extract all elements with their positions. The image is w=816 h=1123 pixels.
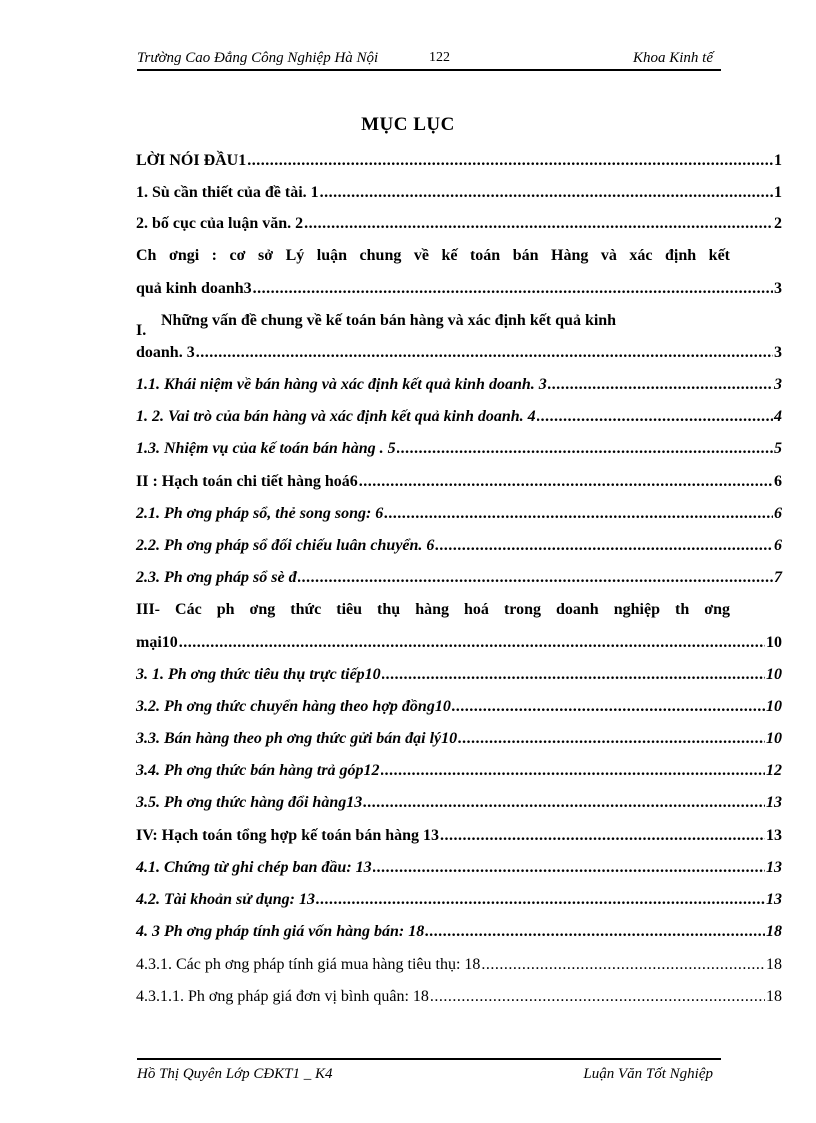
toc-leader-dots <box>382 666 765 684</box>
toc-leader-dots <box>253 280 773 298</box>
toc-entry[interactable] <box>136 537 782 559</box>
toc-entry-title: 2.2. Ph ơng pháp sổ đối chiếu luân chuyển. 6 <box>136 537 435 554</box>
toc-entry[interactable] <box>136 988 782 1010</box>
toc-entry[interactable] <box>136 505 782 527</box>
toc-entry-page: 6 <box>774 505 782 522</box>
page-header <box>137 48 721 70</box>
toc-section-numeral: I. <box>136 322 147 339</box>
toc-entry-title: 3.4. Ph ơng thức bán hàng trả góp12 <box>136 762 380 779</box>
toc-leader-dots <box>179 634 765 652</box>
toc-leader-dots <box>298 569 773 587</box>
toc-entry-page: 13 <box>766 891 782 908</box>
toc-entry-page: 18 <box>766 988 782 1005</box>
toc-entry-page: 1 <box>774 152 782 169</box>
toc-leader-dots <box>384 505 773 523</box>
toc-entry[interactable] <box>136 473 782 495</box>
toc-entry[interactable] <box>136 666 782 688</box>
toc-leader-dots <box>304 215 773 233</box>
toc-entry-title: 4.3.1. Các ph ơng pháp tính giá mua hàng tiêu thụ: 18 <box>136 956 481 973</box>
toc-entry-page: 1 <box>774 184 782 201</box>
school-name: Trường Cao Đẳng Công Nghiệp Hà Nội <box>137 50 379 66</box>
author-info: Hồ Thị Quyên Lớp CĐKT1 _ K4 <box>137 1066 333 1082</box>
toc-entry-page: 18 <box>766 956 782 973</box>
toc-entry-title: IV: Hạch toán tổng hợp kế toán bán hàng 13 <box>136 827 440 844</box>
toc-leader-dots <box>425 923 765 941</box>
toc-entry-page: 10 <box>766 634 782 651</box>
toc-section-heading-line[interactable]: III- Các ph ơng thức tiêu thụ hàng hoá trong doanh nghiệp th ơng <box>136 601 730 618</box>
toc-entry-title: 1. 2. Vai trò của bán hàng và xác định kết quả kinh doanh. 4 <box>136 408 536 425</box>
toc-entry[interactable] <box>136 344 782 366</box>
toc-entry-page: 10 <box>766 730 782 747</box>
toc-entry[interactable] <box>136 152 782 174</box>
toc-entry-page: 13 <box>766 827 782 844</box>
toc-entry-page: 18 <box>766 923 782 940</box>
toc-entry-title: 3. 1. Ph ơng thức tiêu thụ trực tiếp10 <box>136 666 381 683</box>
toc-leader-dots <box>548 376 773 394</box>
toc-entry-page: 13 <box>766 859 782 876</box>
toc-entry-title: 4.2. Tài khoản sử dụng: 13 <box>136 891 315 908</box>
page-number: 122 <box>429 50 450 65</box>
toc-entry[interactable] <box>136 794 782 816</box>
toc-entry-page: 7 <box>774 569 782 586</box>
toc-leader-dots <box>381 762 765 780</box>
toc-entry[interactable] <box>136 730 782 752</box>
toc-entry-page: 10 <box>766 666 782 683</box>
toc-entry-title: 1.3. Nhiệm vụ của kế toán bán hàng . 5 <box>136 440 396 457</box>
toc-leader-dots <box>316 891 765 909</box>
toc-leader-dots <box>481 956 765 974</box>
toc-leader-dots <box>320 184 773 202</box>
toc-leader-dots <box>373 859 765 877</box>
header-divider <box>137 69 721 71</box>
toc-entry[interactable] <box>136 923 782 945</box>
toc-leader-dots <box>537 408 773 426</box>
toc-entry[interactable] <box>136 634 782 656</box>
toc-entry-page: 12 <box>766 762 782 779</box>
thesis-label: Luận Văn Tốt Nghiệp <box>583 1066 713 1082</box>
toc-entry-title: 3.5. Ph ơng thức hàng đổi hàng13 <box>136 794 363 811</box>
toc-leader-dots <box>359 473 773 491</box>
toc-entry-title: 2.3. Ph ơng pháp sổ sè đ <box>136 569 297 586</box>
toc-entry-title: 3.3. Bán hàng theo ph ơng thức gửi bán đại lý10 <box>136 730 458 747</box>
toc-leader-dots <box>435 537 773 555</box>
toc-entry[interactable] <box>136 376 782 398</box>
toc-entry[interactable] <box>136 891 782 913</box>
toc-entry[interactable] <box>136 408 782 430</box>
toc-entry[interactable] <box>136 827 782 849</box>
toc-entry[interactable] <box>136 569 782 591</box>
toc-entry-title: mại10 <box>136 634 178 651</box>
toc-entry-title: 2.1. Ph ơng pháp sổ, thẻ song song: 6 <box>136 505 384 522</box>
toc-entry-title: 2. bố cục của luận văn. 2 <box>136 215 304 232</box>
toc-entry-page: 3 <box>774 344 782 361</box>
toc-entry[interactable] <box>136 956 782 978</box>
toc-entry-page: 5 <box>774 440 782 457</box>
toc-leader-dots <box>458 730 765 748</box>
toc-entry-title: quả kinh doanh3 <box>136 280 252 297</box>
faculty-name: Khoa Kinh tế <box>632 50 713 66</box>
page-footer <box>137 1066 721 1088</box>
toc-leader-dots <box>247 152 773 170</box>
toc-entry-title: 4. 3 Ph ơng pháp tính giá vốn hàng bán: 18 <box>136 923 425 940</box>
toc-entry-page: 4 <box>774 408 782 425</box>
toc-entry-title: LỜI NÓI ĐẦU1 <box>136 152 247 169</box>
toc-section-heading-line[interactable]: Những vấn đề chung về kế toán bán hàng và xác định kết quả kinh <box>161 312 617 329</box>
toc-entry[interactable] <box>136 280 782 302</box>
toc-entry-page: 3 <box>774 376 782 393</box>
toc-entry-title: 1.1. Khái niệm về bán hàng và xác định kết quả kinh doanh. 3 <box>136 376 547 393</box>
toc-entry[interactable] <box>136 762 782 784</box>
toc-entry-title: 3.2. Ph ơng thức chuyển hàng theo hợp đồng10 <box>136 698 451 715</box>
toc-entry[interactable] <box>136 859 782 881</box>
toc-entry-page: 13 <box>766 794 782 811</box>
toc-entry[interactable] <box>136 698 782 720</box>
toc-entry-title: doanh. 3 <box>136 344 195 361</box>
footer-divider <box>137 1058 721 1060</box>
page-title: MỤC LỤC <box>361 114 455 135</box>
toc-leader-dots <box>440 827 765 845</box>
toc-entry-page: 3 <box>774 280 782 297</box>
toc-entry-page: 2 <box>774 215 782 232</box>
toc-entry-page: 10 <box>766 698 782 715</box>
toc-entry-title: 4.1. Chứng từ ghi chép ban đầu: 13 <box>136 859 372 876</box>
toc-leader-dots <box>452 698 765 716</box>
toc-leader-dots <box>363 794 765 812</box>
toc-entry[interactable] <box>136 440 782 462</box>
toc-leader-dots <box>397 440 773 458</box>
toc-leader-dots <box>196 344 773 362</box>
toc-leader-dots <box>430 988 765 1006</box>
toc-entry-page: 6 <box>774 537 782 554</box>
toc-entry-page: 6 <box>774 473 782 490</box>
toc-chapter-heading-line[interactable]: Ch ơngi : cơ sở Lý luận chung về kế toán bán Hàng và xác định kết <box>136 247 730 264</box>
toc-entry[interactable] <box>136 184 782 206</box>
toc-entry-title: 1. Sù cần thiết của đề tài. 1 <box>136 184 319 201</box>
toc-entry[interactable] <box>136 215 782 237</box>
toc-entry-title: II : Hạch toán chi tiết hàng hoá6 <box>136 473 358 490</box>
toc-entry-title: 4.3.1.1. Ph ơng pháp giá đơn vị bình quân: 18 <box>136 988 429 1005</box>
